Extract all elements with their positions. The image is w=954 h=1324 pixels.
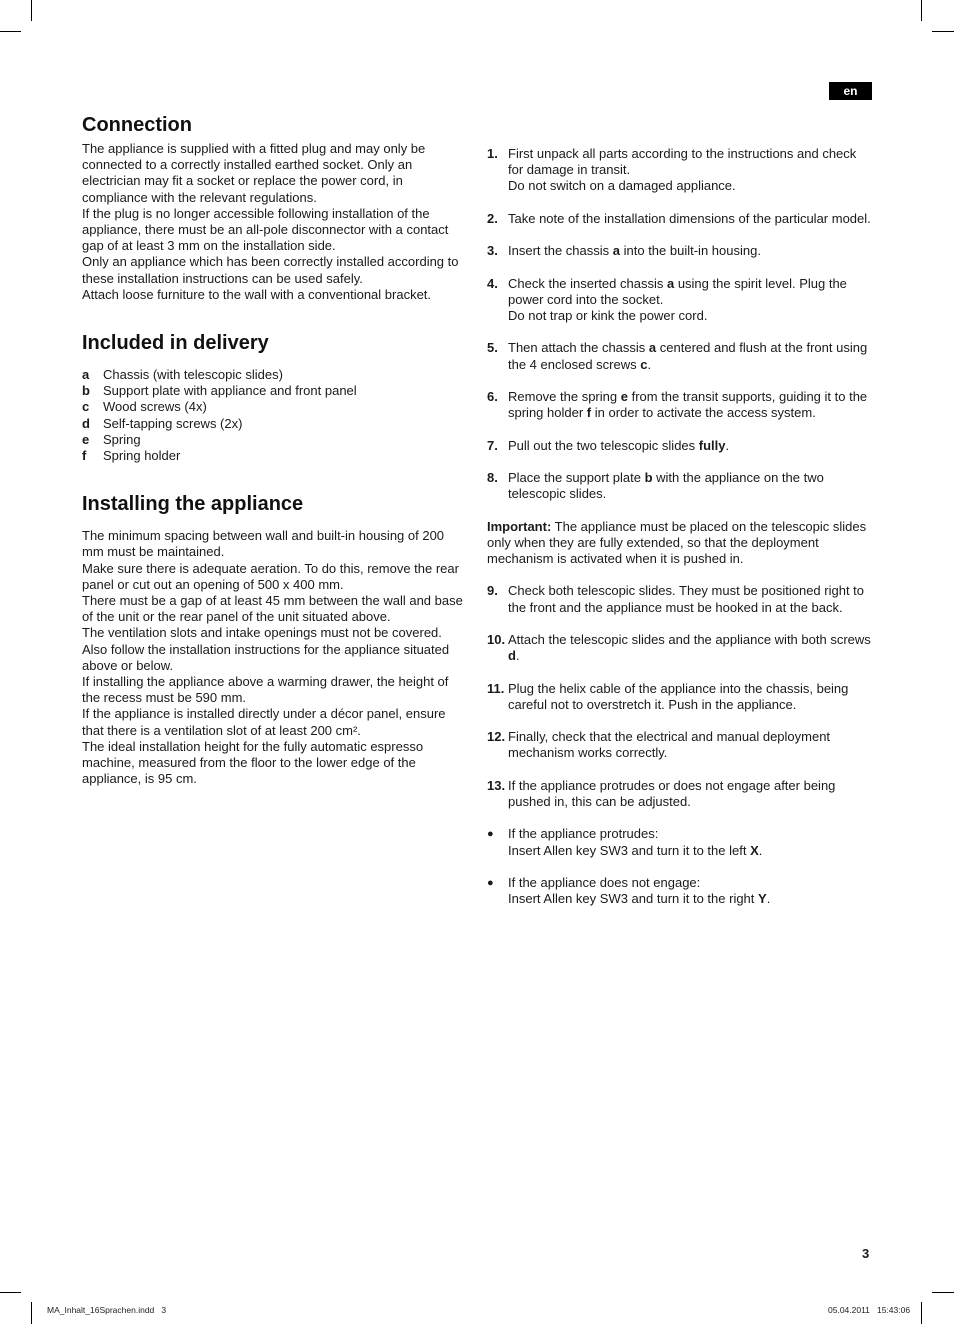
list-item [82,383,466,399]
step-number: 13. [487,777,506,793]
installing-paragraph: Make sure there is adequate aeration. To do this, remove the rear panel or cut out an opening of 500 x 400 mm. [82,560,459,592]
footer-timestamp: 05.04.2011 15:43:06 [828,1305,911,1315]
step-line: Attach the telescopic slides and the appliance with both screws d. [508,631,871,664]
important-label: Important: [487,518,552,534]
installing-paragraph: Also follow the installation instructions for the appliance situated above or below. [82,641,450,673]
crop-mark [921,1302,922,1324]
crop-mark [0,31,21,32]
step-text [508,389,875,421]
list-item [82,416,466,432]
step-line: First unpack all parts according to the instructions and check for damage in transit. [508,146,857,178]
delivery-list [82,367,466,464]
step-line: Finally, check that the electrical and manual deployment mechanism works correctly. [508,729,831,761]
installing-heading: Installing the appliance [82,493,304,516]
step-text [508,438,729,454]
step-line: Check the inserted chassis a using the spirit level. Plug the power cord into the socket. [508,275,847,307]
list-item [82,432,466,448]
connection-heading: Connection [82,114,192,136]
step-line: Do not trap or kink the power cord. [508,307,708,323]
step-5 [487,340,875,372]
installing-text [82,528,466,787]
step-text [508,276,875,325]
step-text [508,211,871,227]
important-text: Important: The appliance must be placed on the telescopic slides only when they are fully extended, so that the deployment mechanism is activated when it is pushed in. [487,518,867,566]
installing-paragraph: The ventilation slots and intake openings must not be covered. [82,625,442,641]
step-number: 11. [487,680,505,696]
step-text [508,681,875,713]
step-number: 4. [487,275,498,291]
step-8 [487,470,875,502]
step-number: 3. [487,243,498,259]
step-text [508,146,875,195]
step-number: 6. [487,388,498,404]
list-item [82,448,466,464]
language-tab: en [829,82,872,100]
step-text [508,340,875,372]
bullet-icon: ● [487,876,494,889]
step-text [508,778,875,810]
step-13 [487,778,875,810]
item-text: Support plate with appliance and front panel [103,383,357,399]
bullet-not-engage [487,875,875,907]
list-item [82,399,466,415]
step-number: 8. [487,469,498,485]
step-text [508,583,875,615]
step-text [508,875,770,907]
step-number: 5. [487,340,498,356]
step-11 [487,681,875,713]
item-letter: d [82,415,90,431]
crop-mark [31,1302,32,1324]
crop-mark [932,1292,954,1293]
step-line: Remove the spring e from the transit supports, guiding it to the spring holder f in order to activate the access system. [508,388,868,421]
installing-paragraph: There must be a gap of at least 45 mm between the wall and base of the unit or the rear panel of the unit situated above. [82,593,463,625]
step-number: 9. [487,583,498,599]
installing-paragraph: If installing the appliance above a warming drawer, the height of the recess must be 590 mm. [82,674,449,706]
step-12 [487,729,875,761]
crop-mark [31,0,32,21]
footer-filename: MA_Inhalt_16Sprachen.indd 3 [47,1305,167,1315]
list-item [82,367,466,383]
step-1 [487,146,875,195]
step-9 [487,583,875,615]
step-line: Do not switch on a damaged appliance. [508,178,736,194]
connection-paragraph: Only an appliance which has been correctly installed according to these installation instructions can be used safely. [82,254,459,286]
step-text [508,632,875,664]
step-line: Insert Allen key SW3 and turn it to the right Y. [508,891,771,907]
step-text [508,729,875,761]
item-text: Spring holder [103,448,181,464]
item-letter: e [82,431,90,447]
step-line: If the appliance does not engage: [508,874,701,890]
connection-paragraph: The appliance is supplied with a fitted plug and may only be connected to a correctly installed earthed socket. Only an electrician may fit a socket or replace the power cord, in compliance with the relevant regulations. [82,141,426,205]
step-4 [487,276,875,325]
delivery-heading: Included in delivery [82,332,269,355]
crop-mark [932,31,954,32]
connection-paragraph: Attach loose furniture to the wall with a conventional bracket. [82,286,432,302]
step-line: Take note of the installation dimensions of the particular model. [508,210,871,226]
step-number: 12. [487,729,506,745]
important-note [487,519,875,568]
item-text: Wood screws (4x) [103,399,207,415]
step-number: 10. [487,631,506,647]
item-text: Spring [103,431,141,447]
right-column [487,146,875,924]
bullet-icon: ● [487,828,494,841]
step-2 [487,211,875,227]
step-line: Pull out the two telescopic slides fully. [508,437,730,453]
step-line: Check both telescopic slides. They must be positioned right to the front and the appliance must be hooked in at the back. [508,583,865,615]
step-line: If the appliance protrudes: [508,826,659,842]
left-column [82,112,466,788]
step-number: 2. [487,210,498,226]
step-line: Plug the helix cable of the appliance into the chassis, being careful not to overstretch it. Push in the appliance. [508,680,849,712]
installing-paragraph: The ideal installation height for the fully automatic espresso machine, measured from the floor to the lower edge of the appliance, is 95 cm. [82,738,424,787]
step-number: 7. [487,437,498,453]
step-3 [487,243,875,259]
step-6 [487,389,875,421]
installing-paragraph: The minimum spacing between wall and built-in housing of 200 mm must be maintained. [82,528,445,560]
step-line: Then attach the chassis a centered and flush at the front using the 4 enclosed screws c. [508,340,868,372]
step-line: If the appliance protrudes or does not engage after being pushed in, this can be adjusted. [508,777,836,809]
step-line: Insert the chassis a into the built-in housing. [508,243,761,259]
item-letter: c [82,399,90,415]
connection-paragraph: If the plug is no longer accessible following installation of the appliance, there must be an all-pole disconnector with a contact gap of at least 3 mm on the installation side. [82,205,449,254]
step-text [508,470,875,502]
step-number: 1. [487,146,498,161]
step-text [508,826,762,858]
crop-mark [0,1292,21,1293]
item-text: Self-tapping screws (2x) [103,415,243,431]
step-7 [487,438,875,454]
step-10 [487,632,875,664]
item-text: Chassis (with telescopic slides) [103,367,283,383]
item-letter: a [82,367,90,383]
item-letter: b [82,383,90,399]
step-line: Place the support plate b with the appliance on the two telescopic slides. [508,469,824,502]
installing-paragraph: If the appliance is installed directly under a décor panel, ensure that there is a ventilation slot of at least 200 cm². [82,706,446,738]
connection-text [82,141,466,303]
crop-mark [921,0,922,21]
step-line: Insert Allen key SW3 and turn it to the left X. [508,842,763,858]
item-letter: f [82,448,87,464]
bullet-protrudes [487,826,875,858]
page-number: 3 [862,1246,870,1261]
step-text [508,243,761,259]
